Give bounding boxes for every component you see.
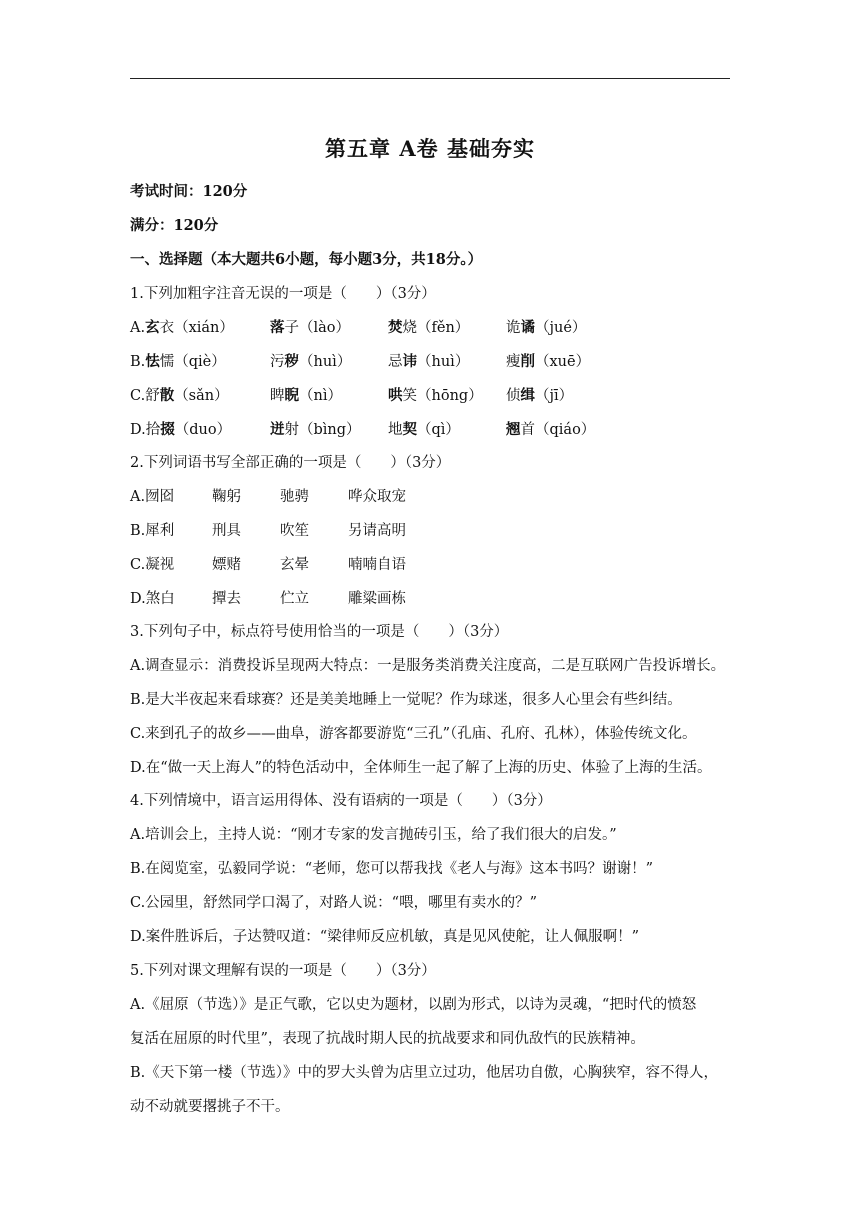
question-4-stem: 4.下列情境中，语言运用得体、没有语病的一项是（ ）（3分）: [130, 793, 552, 809]
plain-char: 侦: [506, 388, 521, 404]
question-5-option-b-line2: 动不动就要撂挑子不干。: [130, 1099, 290, 1115]
question-3-stem: 3.下列句子中，标点符号使用恰当的一项是（ ）（3分）: [130, 624, 509, 640]
word-item: [130, 553, 174, 574]
question-3-option-d: D.在“做一天上海人”的特色活动中，全体师生一起了解了上海的历史、体验了上海的生活。: [130, 760, 712, 776]
word-text: 凝视: [145, 557, 175, 573]
pinyin-item: [130, 350, 226, 371]
bold-char: 睨: [284, 387, 299, 404]
word-text: 鞠躬: [212, 489, 241, 505]
plain-char: 诡: [506, 320, 521, 336]
bold-char: 削: [520, 353, 535, 370]
pinyin-text: 笑（hōng）: [402, 388, 483, 404]
plain-char: 睥: [270, 388, 285, 404]
question-3-option-b: B.是大半夜起来看球赛？还是美美地睡上一觉呢？作为球迷，很多人心里会有些纠结。: [130, 692, 682, 708]
page-title: 第五章 A卷 基础夯实: [325, 136, 535, 161]
bold-char: 谲: [520, 319, 535, 336]
pinyin-text: （nì）: [299, 388, 342, 404]
pinyin-item: [388, 350, 469, 371]
pinyin-item: [270, 418, 361, 439]
option-label: C.: [130, 557, 146, 573]
option-label: C.: [130, 388, 146, 404]
bold-char: 迸: [270, 421, 285, 438]
question-3-option-c: C.来到孔子的故乡——曲阜，游客都要游览“三孔”（孔庙、孔府、孔林），体验传统文化。: [130, 726, 697, 742]
bold-char: 怯: [145, 353, 160, 370]
word-text: 刑具: [212, 523, 241, 539]
word-text: 驰骋: [280, 489, 309, 505]
bold-char: 契: [402, 421, 417, 438]
option-label: A.: [130, 489, 146, 505]
pinyin-text: 射（bìng）: [284, 422, 361, 438]
plain-char: 忌: [388, 354, 403, 370]
word-item: [348, 553, 406, 574]
bold-char: 焚: [388, 319, 403, 336]
word-text: 煞白: [145, 591, 175, 607]
option-label: B.: [130, 354, 146, 370]
word-item: [212, 587, 241, 608]
pinyin-text: 首（qiáo）: [520, 422, 596, 438]
word-text: 另请高明: [348, 523, 406, 539]
pinyin-text: （huì）: [417, 354, 470, 370]
word-text: 哗众取宠: [348, 489, 406, 505]
word-text: 撢去: [212, 591, 241, 607]
plain-char: 污: [270, 354, 285, 370]
pinyin-item: [388, 384, 483, 405]
question-5-option-a-line2: 复活在屈原的时代里”，表现了抗战时期人民的抗战要求和同仇敌忾的民族精神。: [130, 1031, 645, 1047]
word-text: 喃喃自语: [348, 557, 406, 573]
bold-char: 翘: [506, 421, 521, 438]
word-item: [348, 519, 406, 540]
word-item: [348, 587, 406, 608]
pinyin-text: （jī）: [535, 388, 574, 404]
question-4-option-a: A.培训会上，主持人说：“刚才专家的发言抛砖引玉，给了我们很大的启发。”: [130, 827, 617, 843]
word-item: [212, 519, 241, 540]
question-4-option-c: C.公园里，舒然同学口渴了，对路人说：“喂，哪里有卖水的？”: [130, 895, 538, 911]
pinyin-text: （huì）: [299, 354, 352, 370]
exam-time: 考试时间：120分: [130, 183, 248, 200]
word-item: [212, 485, 241, 506]
option-label: A.: [130, 320, 146, 336]
question-1-stem: 1.下列加粗字注音无误的一项是（ ）（3分）: [130, 286, 436, 302]
pinyin-item: [130, 384, 229, 405]
question-2-stem: 2.下列词语书写全部正确的一项是（ ）（3分）: [130, 455, 451, 471]
question-5-option-a-line1: A.《屈原（节选）》是正气歌，它以史为题材，以剧为形式，以诗为灵魂，“把时代的愤怒: [130, 997, 697, 1013]
word-text: 雕粱画栋: [348, 591, 406, 607]
bold-char: 缉: [520, 387, 535, 404]
word-item: [130, 485, 174, 506]
pinyin-item: [506, 350, 590, 371]
word-text: 玄晕: [280, 557, 309, 573]
pinyin-text: 子（lào）: [284, 320, 351, 336]
question-3-option-a: A.调查显示：消费投诉呈现两大特点：一是服务类消费关注度高，二是互联网广告投诉增长。: [130, 658, 726, 674]
question-4-option-d: D.案件胜诉后，子达赞叹道：“梁律师反应机敏，真是见风使舵，让人佩服啊！”: [130, 929, 640, 945]
word-item: [280, 519, 309, 540]
word-item: [130, 587, 175, 608]
pinyin-text: 懦（qiè）: [159, 354, 226, 370]
header-rule: [130, 78, 730, 79]
option-label: D.: [130, 422, 146, 438]
pinyin-item: [388, 418, 460, 439]
pinyin-text: 衣（xián）: [159, 320, 234, 336]
bold-char: 掇: [160, 421, 175, 438]
pinyin-item: [270, 316, 350, 337]
question-5-option-b-line1: B.《天下第一楼（节选）》中的罗大头曾为店里立过功，他居功自傲，心胸狭窄，容不得人，: [130, 1065, 719, 1081]
word-text: 嫖赌: [212, 557, 241, 573]
pinyin-item: [388, 316, 469, 337]
word-item: [130, 519, 174, 540]
bold-char: 散: [159, 387, 175, 404]
section-heading: 一、选择题（本大题共6小题，每小题3分，共18分。）: [130, 251, 483, 268]
word-text: 伫立: [280, 591, 309, 607]
pinyin-item: [506, 316, 586, 337]
word-text: 吹笙: [280, 523, 309, 539]
word-text: 犀利: [145, 523, 175, 539]
bold-char: 秽: [284, 353, 299, 370]
question-4-option-b: B.在阅览室，弘毅同学说：“老师，您可以帮我找《老人与海》这本书吗？谢谢！”: [130, 861, 654, 877]
pinyin-item: [270, 350, 351, 371]
pinyin-text: （xuē）: [535, 354, 591, 370]
bold-char: 哄: [388, 387, 403, 404]
option-label: D.: [130, 591, 146, 607]
pinyin-item: [130, 418, 231, 439]
pinyin-item: [130, 316, 234, 337]
word-item: [280, 485, 309, 506]
question-5-stem: 5.下列对课文理解有误的一项是（ ）（3分）: [130, 963, 436, 979]
pinyin-text: （sǎn）: [174, 388, 229, 404]
plain-char: 舒: [145, 388, 160, 404]
bold-char: 落: [270, 319, 285, 336]
word-item: [280, 553, 309, 574]
pinyin-text: （qì）: [417, 422, 460, 438]
word-text: 囫囵: [145, 489, 175, 505]
full-score: 满分：120分: [130, 217, 219, 234]
plain-char: 地: [388, 422, 403, 438]
plain-char: 瘦: [506, 354, 521, 370]
bold-char: 玄: [145, 319, 160, 336]
plain-char: 拾: [145, 422, 161, 438]
pinyin-item: [270, 384, 342, 405]
bold-char: 讳: [402, 353, 417, 370]
option-label: B.: [130, 523, 146, 539]
word-item: [212, 553, 241, 574]
word-item: [348, 485, 406, 506]
pinyin-text: （jué）: [535, 320, 587, 336]
pinyin-text: 烧（fěn）: [402, 320, 470, 336]
word-item: [280, 587, 309, 608]
pinyin-item: [506, 418, 595, 439]
pinyin-item: [506, 384, 573, 405]
pinyin-text: （duo）: [174, 422, 232, 438]
